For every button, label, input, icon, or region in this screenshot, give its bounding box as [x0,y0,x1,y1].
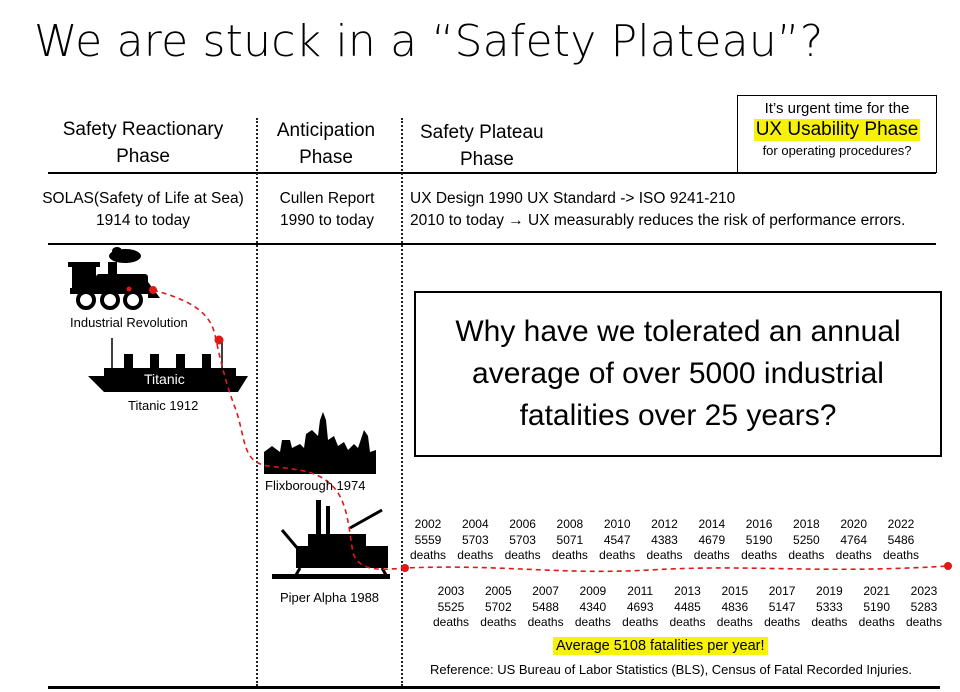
stat-count: 5702 [484,599,512,614]
stat-unit: deaths [527,615,564,629]
stat-unit: deaths [457,548,494,562]
stat-year: 2019 [816,584,843,598]
stat-year: 2005 [484,584,512,598]
stat-year: 2007 [532,584,559,598]
urgent-line3: for operating procedures? [762,143,912,158]
stat-entry [900,584,948,631]
question-line1: Why have we tolerated an annual [455,315,901,348]
phase-anticipation-line1: Anticipation [276,120,376,141]
piper-alpha-label: Piper Alpha 1988 [280,590,380,605]
stat-count: 5071 [556,532,584,547]
stat-count: 5147 [768,599,796,614]
stat-year: 2017 [768,584,796,598]
cullen-line1: Cullen Report [279,190,375,207]
titanic-ship-label: Titanic [144,371,185,387]
stat-count: 4679 [698,532,726,547]
stat-count: 5250 [793,532,820,547]
stat-entry [877,517,925,564]
stat-entry [711,584,759,631]
stat-year: 2009 [579,584,607,598]
phase-anticipation-line2: Phase [299,147,353,168]
stat-unit: deaths [858,615,895,629]
stat-unit: deaths [409,548,447,562]
stat-year: 2012 [651,517,678,531]
stat-count: 4547 [603,532,631,547]
stat-unit: deaths [504,548,541,562]
stat-count: 5559 [414,532,442,547]
stat-year: 2006 [509,517,536,531]
stat-count: 4693 [626,599,654,614]
stat-unit: deaths [788,548,825,562]
stat-year: 2015 [721,584,749,598]
stat-year: 2021 [863,584,891,598]
stat-year: 2010 [603,517,631,531]
stat-count: 5190 [863,599,891,614]
phase-plateau-line2: Phase [460,149,514,170]
stat-unit: deaths [622,615,659,629]
stat-entry [830,517,878,564]
stat-unit: deaths [480,615,517,629]
phase-reactionary-line2: Phase [116,146,170,167]
stat-entry [805,584,853,631]
stat-count: 5703 [461,532,489,547]
stat-unit: deaths [811,615,848,629]
stat-year: 2004 [461,517,489,531]
stat-count: 5703 [509,532,536,547]
titanic-label: Titanic 1912 [128,398,199,413]
stat-unit: deaths [551,548,588,562]
solas-line2: 1914 to today [96,212,190,229]
stat-count: 5190 [745,532,773,547]
stat-entry [522,584,570,631]
stat-unit: deaths [882,548,920,562]
solas-line1: SOLAS(Safety of Life at Sea) [42,190,244,207]
question-line2: average of over 5000 industrial [472,357,884,390]
stat-unit: deaths [599,548,636,562]
train-icon [68,247,160,308]
phase-plateau-line1: Safety Plateau [420,122,544,143]
stat-year: 2014 [698,517,726,531]
stat-unit: deaths [716,615,753,629]
reference-note: Reference: US Bureau of Labor Statistics (BLS), Census of Fatal Recorded Injuries. [430,662,912,677]
stat-entry [546,517,594,564]
page-title: We are stuck in a “Safety Plateau”? [34,16,824,67]
stat-unit: deaths [764,615,801,629]
stat-entry [616,584,664,631]
stat-unit: deaths [835,548,872,562]
stat-year: 2002 [414,517,442,531]
stat-count: 5283 [910,599,938,614]
stat-unit: deaths [669,615,706,629]
average-banner: Average 5108 fatalities per year! [553,637,768,655]
flixborough-label: Flixborough 1974 [265,478,366,493]
stat-year: 2023 [910,584,938,598]
urgent-line1: It’s urgent time for the [764,100,910,117]
stat-entry [758,584,806,631]
stat-unit: deaths [693,548,730,562]
stat-unit: deaths [432,615,470,629]
stat-entry [499,517,547,564]
stat-unit: deaths [741,548,778,562]
stat-entry [641,517,689,564]
stat-count: 5488 [532,599,559,614]
stat-year: 2003 [437,584,465,598]
city-skyline-icon [264,412,376,474]
stat-unit: deaths [646,548,683,562]
stat-year: 2020 [840,517,868,531]
industrial-revolution-label: Industrial Revolution [70,315,188,330]
stat-entry [474,584,522,631]
stat-count: 5525 [437,599,465,614]
stat-entry [688,517,736,564]
phase-reactionary-line1: Safety Reactionary [62,119,224,140]
ux-line1: UX Design 1990 UX Standard -> ISO 9241-210 [410,190,736,207]
stat-entry [853,584,901,631]
stat-unit: deaths [905,615,943,629]
stat-entry [664,584,712,631]
stat-year: 2011 [627,584,654,598]
stat-entry [569,584,617,631]
stat-count: 4485 [674,599,701,614]
stat-count: 5486 [887,532,915,547]
stat-count: 4383 [651,532,678,547]
stat-year: 2013 [674,584,701,598]
stat-year: 2018 [793,517,820,531]
ux-line2: 2010 to today → UX measurably reduces the risk of performance errors. [410,212,906,229]
question-line3: fatalities over 25 years? [519,399,837,432]
stat-entry [404,517,452,564]
oil-platform-icon [272,500,390,579]
stat-year: 2022 [887,517,915,531]
stat-entry [735,517,783,564]
stat-count: 4340 [579,599,607,614]
stat-entry [593,517,641,564]
stat-year: 2008 [556,517,584,531]
stat-count: 4836 [721,599,749,614]
stat-year: 2016 [745,517,773,531]
urgent-highlight: UX Usability Phase [755,119,919,140]
cullen-line2: 1990 to today [280,212,374,229]
stat-entry [427,584,475,631]
stat-entry [451,517,499,564]
stat-entry [782,517,830,564]
stat-unit: deaths [574,615,611,629]
stat-count: 4764 [840,532,868,547]
stat-count: 5333 [816,599,843,614]
